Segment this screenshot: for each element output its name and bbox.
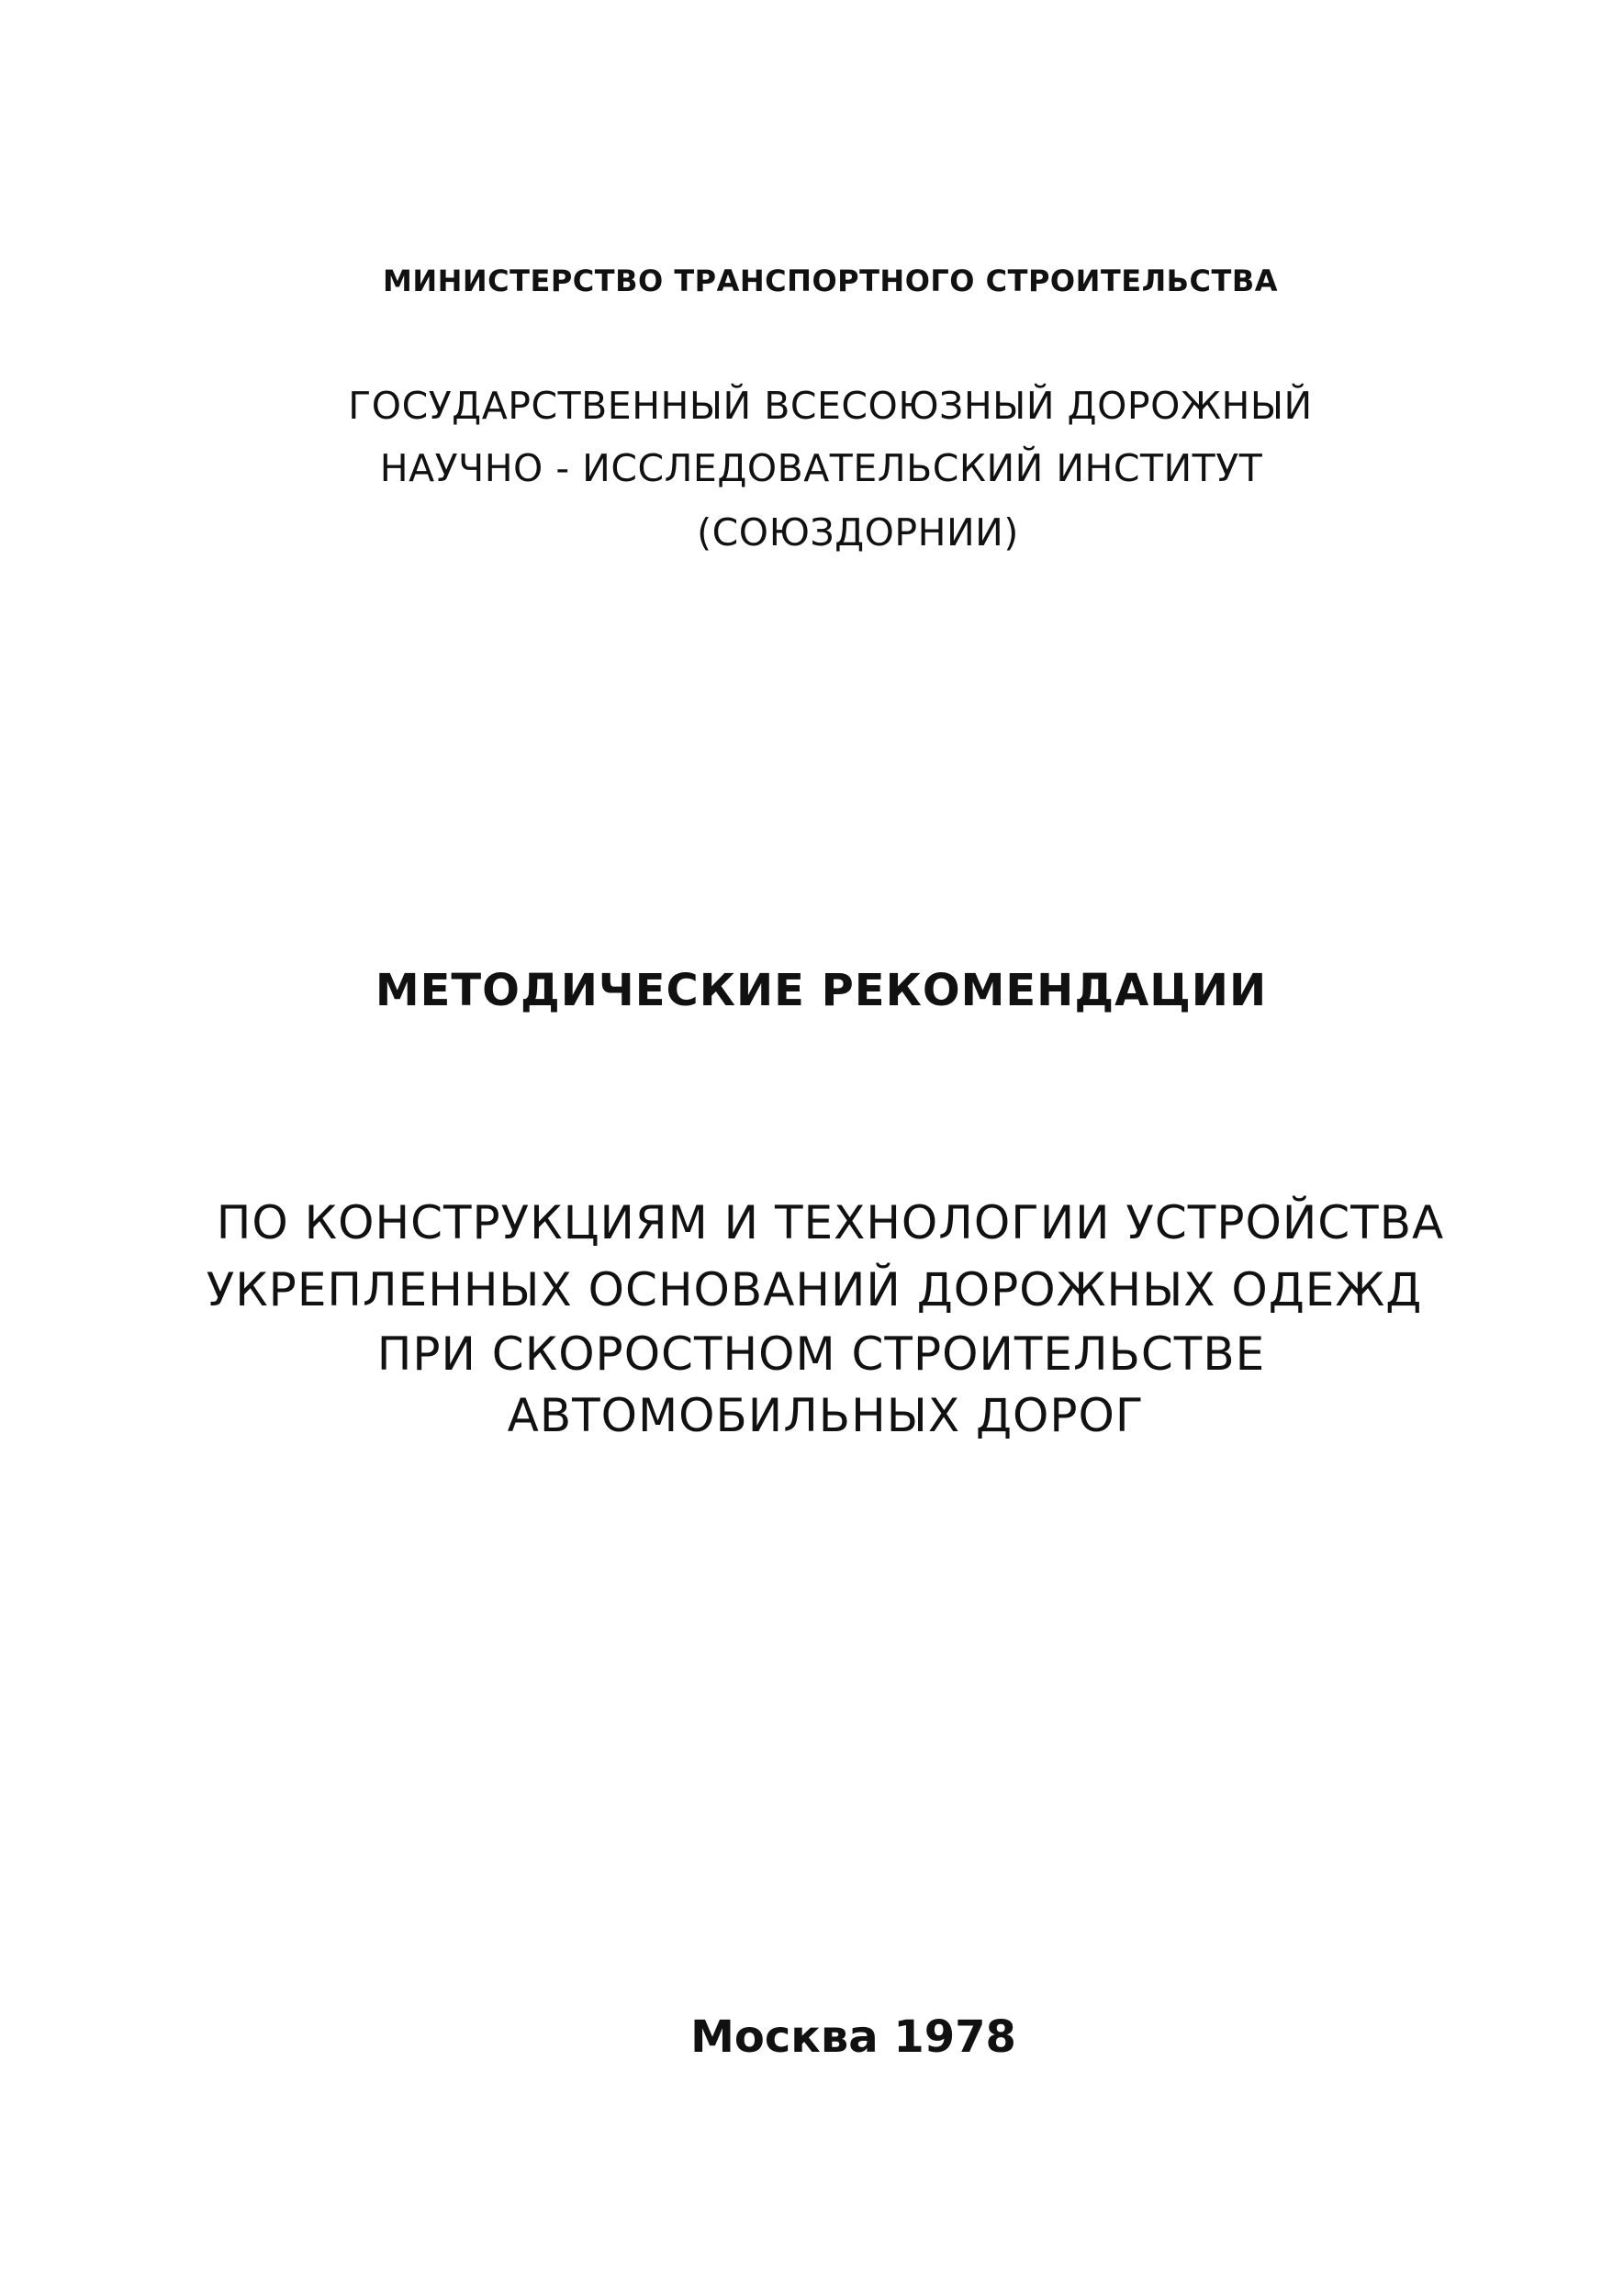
- institute-name-line-2: НАУЧНО - ИССЛЕДОВАТЕЛЬСКИЙ ИНСТИТУТ: [379, 446, 1263, 490]
- imprint-city-year: Москва 1978: [690, 2011, 1016, 2063]
- ministry-name: МИНИСТЕРСТВО ТРАНСПОРТНОГО СТРОИТЕЛЬСТВА: [382, 263, 1279, 298]
- institute-abbreviation: (СОЮЗДОРНИИ): [697, 510, 1019, 554]
- institute-name-line-1: ГОСУДАРСТВЕННЫЙ ВСЕСОЮЗНЫЙ ДОРОЖНЫЙ: [348, 384, 1313, 428]
- document-subject-line-2: УКРЕПЛЕННЫХ ОСНОВАНИЙ ДОРОЖНЫХ ОДЕЖД: [206, 1263, 1423, 1316]
- document-subject-line-4: АВТОМОБИЛЬНЫХ ДОРОГ: [507, 1389, 1145, 1442]
- document-subject-line-3: ПРИ СКОРОСТНОМ СТРОИТЕЛЬСТВЕ: [376, 1327, 1266, 1381]
- document-subject-line-1: ПО КОНСТРУКЦИЯМ И ТЕХНОЛОГИИ УСТРОЙСТВА: [216, 1196, 1445, 1249]
- document-title: МЕТОДИЧЕСКИЕ РЕКОМЕНДАЦИИ: [375, 965, 1268, 1016]
